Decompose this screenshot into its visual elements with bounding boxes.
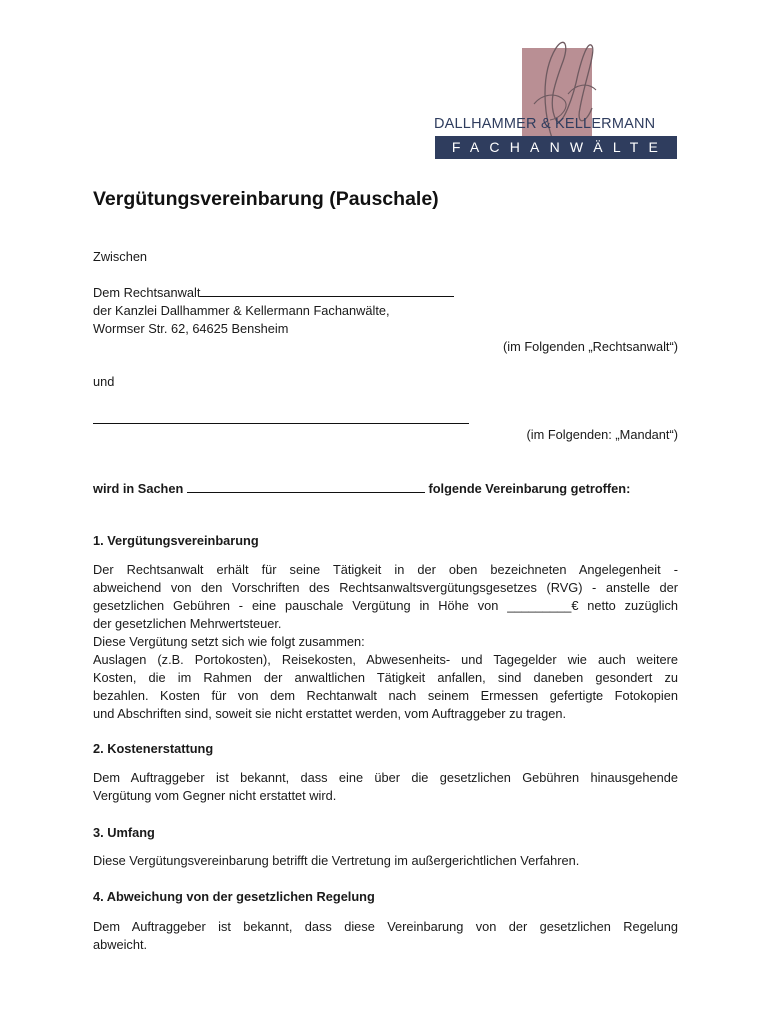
section-1-line: Kosten, die im Rahmen der anwaltlichen Tätigkeit anfallen, sind daneben gesondert zu [93,670,678,685]
section-1-line: gesetzlichen Gebühren - eine pauschale Vergütung in Höhe von _________€ netto zuzüglich [93,598,678,613]
section-3-body [93,852,678,870]
section-1-line: bezahlen. Kosten für von dem Rechtanwalt nach seinem Ermessen gefertigte Fotokopien [93,688,678,703]
party2-alias: (im Folgenden: „Mandant“) [526,427,678,442]
section-4-line: abweicht. [93,937,148,952]
subject-prefix: wird in Sachen [93,481,184,496]
party1-line [93,284,454,302]
section-2-heading: 2. Kostenerstattung [93,741,214,756]
page-title: Vergütungsvereinbarung (Pauschale) [93,188,439,210]
und-label: und [93,374,115,389]
logo-firm-name: DALLHAMMER & KELLERMANN [434,116,656,132]
subject-suffix: folgende Vereinbarung getroffen: [428,481,631,496]
section-2-line: Dem Auftraggeber ist bekannt, dass eine über die gesetzlichen Gebühren hinausgehende [93,770,678,785]
section-4-body [93,918,678,954]
lawyer-name-blank[interactable] [200,284,454,297]
party1-alias: (im Folgenden „Rechtsanwalt“) [503,339,678,354]
section-2-line: Vergütung vom Gegner nicht erstattet wird. [93,788,337,803]
section-1-line: und Abschriften sind, soweit sie nicht erstattet werden, vom Auftraggeber zu tragen. [93,706,567,721]
section-2-body [93,769,678,805]
section-1-line: Diese Vergütung setzt sich wie folgt zusammen: [93,634,365,649]
section-3-heading: 3. Umfang [93,825,155,840]
party1-firm: der Kanzlei Dallhammer & Kellermann Fachanwälte, [93,303,390,318]
section-1-line: Auslagen (z.B. Portokosten), Reisekosten, Abwesenheits- und Tagegelder wie auch weitere [93,652,678,667]
zwischen-label: Zwischen [93,249,148,264]
section-1-heading: 1. Vergütungsvereinbarung [93,533,259,548]
matter-blank[interactable] [187,480,425,493]
section-1-line: Der Rechtsanwalt erhält für seine Tätigkeit in der oben bezeichneten Angelegenheit - [93,562,678,577]
client-name-blank[interactable] [93,423,469,424]
section-3-line: Diese Vergütungsvereinbarung betrifft die Vertretung im außergerichtlichen Verfahren. [93,853,580,868]
firm-logo [434,34,678,160]
section-1-line: der gesetzlichen Mehrwertsteuer. [93,616,282,631]
party1-address: Wormser Str. 62, 64625 Bensheim [93,321,289,336]
section-4-line: Dem Auftraggeber ist bekannt, dass diese Vereinbarung von der gesetzlichen Regelung [93,919,678,934]
section-1-line: abweichend von den Vorschriften des Rechtsanwaltsvergütungsgesetzes (RVG) - anstelle der [93,580,678,595]
section-4-heading: 4. Abweichung von der gesetzlichen Regelung [93,889,375,904]
subject-line [93,480,630,498]
logo-tagline: FACHANWÄLTE [435,136,677,159]
party1-prefix: Dem Rechtsanwalt [93,285,201,300]
section-1-body [93,561,678,723]
